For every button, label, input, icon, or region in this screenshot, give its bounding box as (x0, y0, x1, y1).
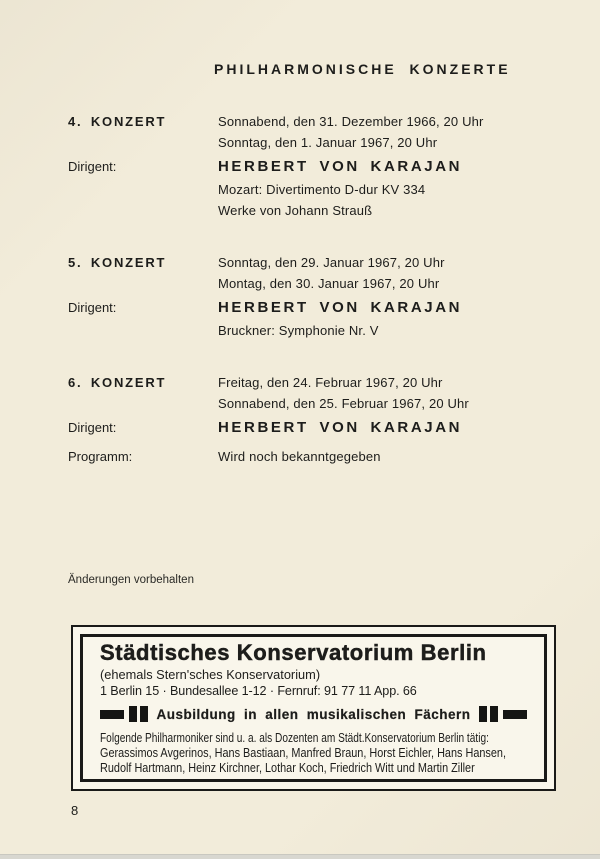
concert-date-line: Freitag, den 24. Februar 1967, 20 Uhr (218, 375, 443, 390)
program-line: Werke von Johann Strauß (218, 203, 373, 218)
banner-separator-left-icon (129, 706, 148, 722)
advertisement-box (71, 625, 556, 791)
program-line: Wird noch bekanntgegeben (218, 449, 381, 464)
ad-dozenten-intro: Folgende Philharmoniker sind u. a. als Dozenten am Städt.Konservatorium Berlin tätig: (100, 731, 489, 745)
program-row (68, 320, 558, 341)
scan-bottom-edge (0, 854, 600, 859)
concert-dates (218, 252, 558, 294)
ad-subtitle: (ehemals Stern'sches Konservatorium) (100, 667, 321, 682)
conductor-name: HERBERT VON KARAJAN (218, 158, 463, 175)
ad-title: Städtisches Konservatorium Berlin (100, 640, 487, 665)
conductor-row (68, 299, 558, 317)
banner-bar-left-icon (100, 710, 124, 719)
page-title: PHILHARMONISCHE KONZERTE (214, 61, 511, 77)
concert-number-label: 6. KONZERT (68, 375, 167, 390)
conductor-row (68, 158, 558, 176)
program-row (68, 179, 558, 221)
conductor-name: HERBERT VON KARAJAN (218, 419, 463, 436)
conductor-label: Dirigent: (68, 159, 117, 174)
concert-number-label: 4. KONZERT (68, 114, 167, 129)
conductor-label: Dirigent: (68, 420, 117, 435)
ad-banner (100, 706, 527, 722)
advertisement-inner-frame (80, 634, 547, 782)
concert-dates (218, 111, 558, 153)
concert-block-5 (68, 252, 558, 341)
concert-block-6 (68, 372, 558, 467)
footnote: Änderungen vorbehalten (68, 574, 194, 586)
concert-dates (218, 372, 558, 414)
program-lines (218, 179, 558, 221)
conductor-label: Dirigent: (68, 300, 117, 315)
ad-address: 1 Berlin 15 · Bundesallee 1-12 · Fernruf: 91 77 11 App. 66 (100, 684, 417, 698)
concert-date-line: Sonntag, den 29. Januar 1967, 20 Uhr (218, 255, 445, 270)
concert-date-line: Sonnabend, den 31. Dezember 1966, 20 Uhr (218, 114, 484, 129)
concert-date-line: Sonntag, den 1. Januar 1967, 20 Uhr (218, 135, 438, 150)
concert-dates-row (68, 252, 558, 294)
program-label: Programm: (68, 449, 133, 464)
concert-dates-row (68, 372, 558, 414)
banner-separator-right-icon (479, 706, 498, 722)
program-lines (218, 320, 558, 341)
ad-dozenten-names-line2: Rudolf Hartmann, Heinz Kirchner, Lothar Koch, Friedrich Witt und Martin Ziller (100, 761, 475, 775)
page-number: 8 (71, 803, 79, 818)
program-line: Mozart: Divertimento D-dur KV 334 (218, 182, 426, 197)
ad-banner-text: Ausbildung in allen musikalischen Fächern (156, 706, 471, 722)
banner-bar-right-icon (503, 710, 527, 719)
program-lines (218, 446, 558, 467)
conductor-row (68, 419, 558, 437)
program-line: Bruckner: Symphonie Nr. V (218, 323, 379, 338)
conductor-name: HERBERT VON KARAJAN (218, 299, 463, 316)
ad-dozenten-names-line1: Gerassimos Avgerinos, Hans Bastiaan, Manfred Braun, Horst Eichler, Hans Hansen, (100, 746, 507, 760)
concert-dates-row (68, 111, 558, 153)
concert-date-line: Sonnabend, den 25. Februar 1967, 20 Uhr (218, 396, 469, 411)
program-row (68, 446, 558, 467)
concert-date-line: Montag, den 30. Januar 1967, 20 Uhr (218, 276, 440, 291)
concert-block-4 (68, 111, 558, 221)
concert-number-label: 5. KONZERT (68, 255, 167, 270)
